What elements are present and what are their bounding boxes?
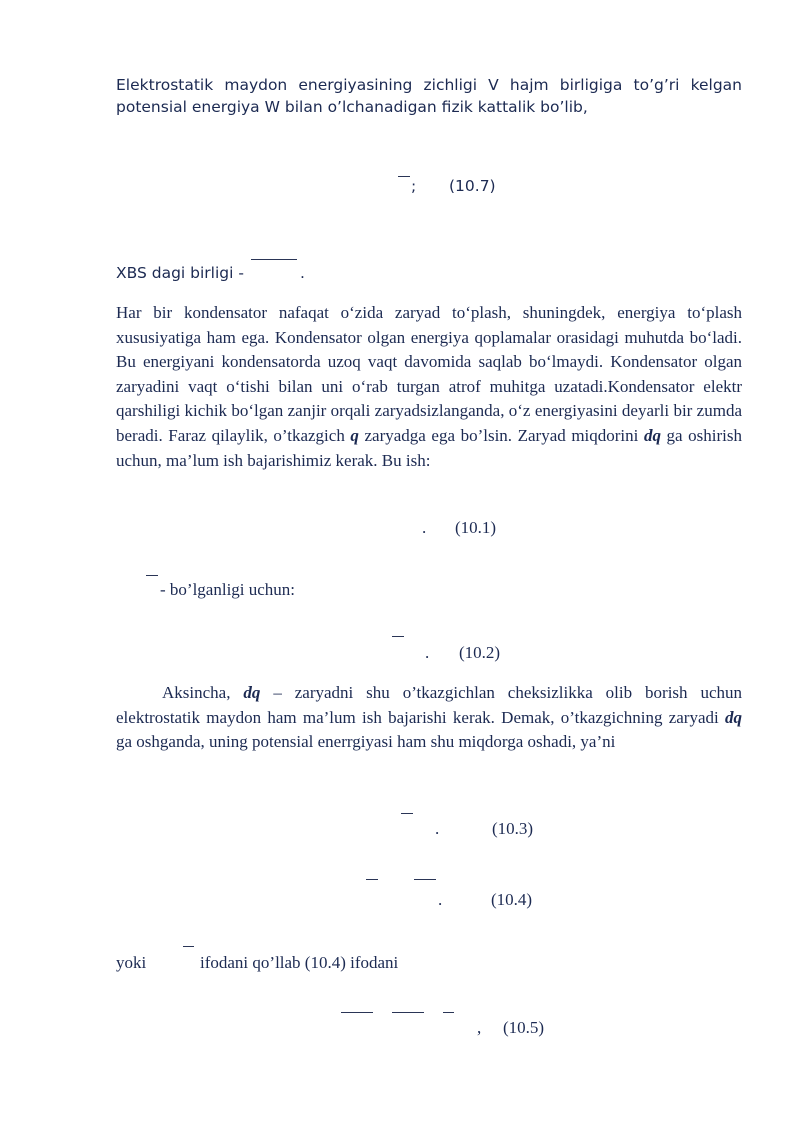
fraction-bar: [401, 813, 413, 814]
paragraph-text: ga oshirish uchun, ma’lum ish bajarishimiz kerak. Bu ish:: [116, 425, 743, 470]
equation-separator: .: [425, 643, 430, 662]
paragraph-text: zaryadga ega bo’lsin. Zaryad miqdorini: [364, 425, 639, 445]
equation-separator: .: [422, 518, 427, 537]
variable-q: q: [350, 425, 359, 445]
fraction-bar: [341, 1012, 373, 1013]
equation-number-10-2: (10.2): [459, 643, 501, 662]
fraction-bar: [183, 946, 194, 947]
unit-label: XBS dagi birligi -: [116, 264, 244, 282]
equation-number-10-3: (10.3): [492, 819, 534, 838]
intro-paragraph: Elektrostatik maydon energiyasining zichligi V hajm birligiga to’g’ri kelgan potensial energiya W bilan o’lchanadigan fizik kattalik bo’lib,: [116, 76, 742, 116]
equation-number-10-1: (10.1): [455, 518, 497, 537]
fraction-bar: [414, 879, 436, 880]
since-line: - bo’lganligi uchun:: [160, 580, 296, 599]
fraction-bar: [366, 879, 378, 880]
equation-separator: .: [435, 819, 440, 838]
fraction-bar: [392, 636, 404, 637]
fraction-bar: [398, 176, 410, 177]
equation-number-10-5: (10.5): [503, 1018, 545, 1037]
paragraph-text: Har bir kondensator nafaqat o‘zida zaryad to‘plash, shuningdek, energiya to‘plash xususiyatiga ham ega. Kondensator olgan energiya qoplamalar orasidagi muhutda bo‘ladi. Bu energiyani kondensatorda uzoq vaqt davomida saqlab bo‘lmaydi. Kondensator olgan zaryadini vaqt o‘tishi bilan uni o‘rab turgan atrof muhitga uzatadi.Kondensator elektr qarshiligi kichik bo‘lgan zanjir orqali zaryadsizlanganda, o‘z energiyasini deyarli bir zumda beradi. Faraz qilaylik, o’tkazgich: [116, 303, 742, 445]
equation-number-10-7: (10.7): [449, 177, 496, 195]
unit-end: .: [300, 264, 305, 282]
fraction-bar: [251, 259, 297, 260]
equation-separator: ,: [477, 1018, 482, 1037]
paragraph-text: ga oshganda, uning potensial enerrgiyasi ham shu miqdorga oshadi, ya’ni: [116, 732, 616, 752]
yoki-word: yoki: [116, 953, 147, 972]
paragraph-text: – zaryadni shu o’tkazgichlan cheksizlikka olib borish uchun elektrostatik maydon ham ma’lum ish bajarishi kerak. Demak, o’tkazgichning zaryadi: [116, 683, 743, 727]
paragraph-text: Aksincha,: [162, 683, 231, 702]
fraction-bar: [443, 1012, 454, 1013]
variable-dq: dq: [243, 683, 261, 702]
equation-number-10-4: (10.4): [491, 890, 533, 909]
equation-separator: .: [438, 890, 443, 909]
variable-dq: dq: [725, 707, 742, 727]
paragraph-2: [116, 681, 742, 755]
equation-separator: ;: [411, 177, 417, 195]
yoki-rest: ifodani qo’llab (10.4) ifodani: [200, 953, 399, 972]
main-paragraph: [116, 301, 742, 473]
fraction-bar: [392, 1012, 424, 1013]
variable-dq: dq: [643, 425, 661, 445]
fraction-bar: [146, 575, 158, 576]
